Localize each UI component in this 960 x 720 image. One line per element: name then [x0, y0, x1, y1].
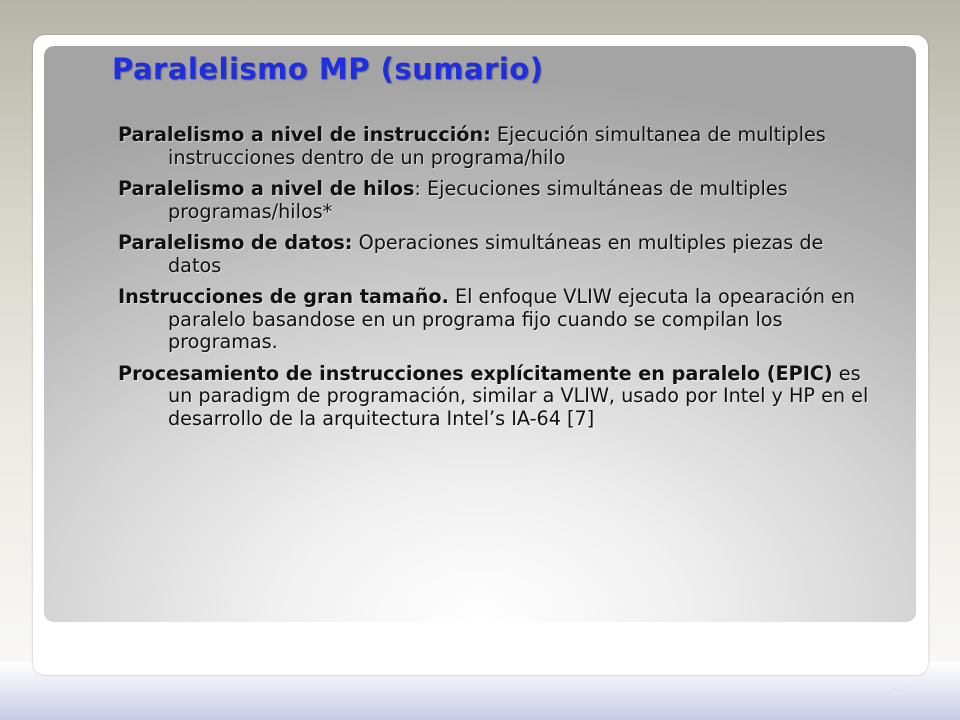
bullet-text: es un paradigm de programación, similar a VLIW, usado por Intel y HP en el desarrollo de la arquitectura Intel’s IA-64 [7] — [168, 361, 869, 430]
bullet-text: : Ejecuciones simultáneas de multiples programas/hilos* — [168, 177, 788, 223]
list-item — [118, 124, 878, 169]
bullet-term: Paralelismo de datos: — [118, 231, 353, 254]
bullet-term: Paralelismo a nivel de hilos — [118, 177, 415, 200]
bullet-list — [118, 124, 878, 439]
page-number: 24 — [893, 686, 905, 697]
bullet-text: El enfoque VLIW ejecuta la opearación en paralelo basandose en un programa fijo cuando se compilan los programas. — [168, 285, 856, 353]
list-item — [118, 286, 878, 354]
bullet-text: Operaciones simultáneas en multiples piezas de datos — [168, 231, 824, 277]
bullet-term: Instrucciones de gran tamaño. — [118, 285, 449, 308]
slide-title: Paralelismo MP (sumario) — [112, 52, 544, 86]
bullet-text: Ejecución simultanea de multiples instrucciones dentro de un programa/hilo — [168, 123, 826, 169]
list-item — [118, 363, 878, 431]
list-item — [118, 178, 878, 223]
bullet-term: Procesamiento de instrucciones explícitamente en paralelo (EPIC) — [118, 361, 833, 385]
list-item — [118, 232, 878, 277]
bullet-term: Paralelismo a nivel de instrucción: — [118, 123, 491, 146]
